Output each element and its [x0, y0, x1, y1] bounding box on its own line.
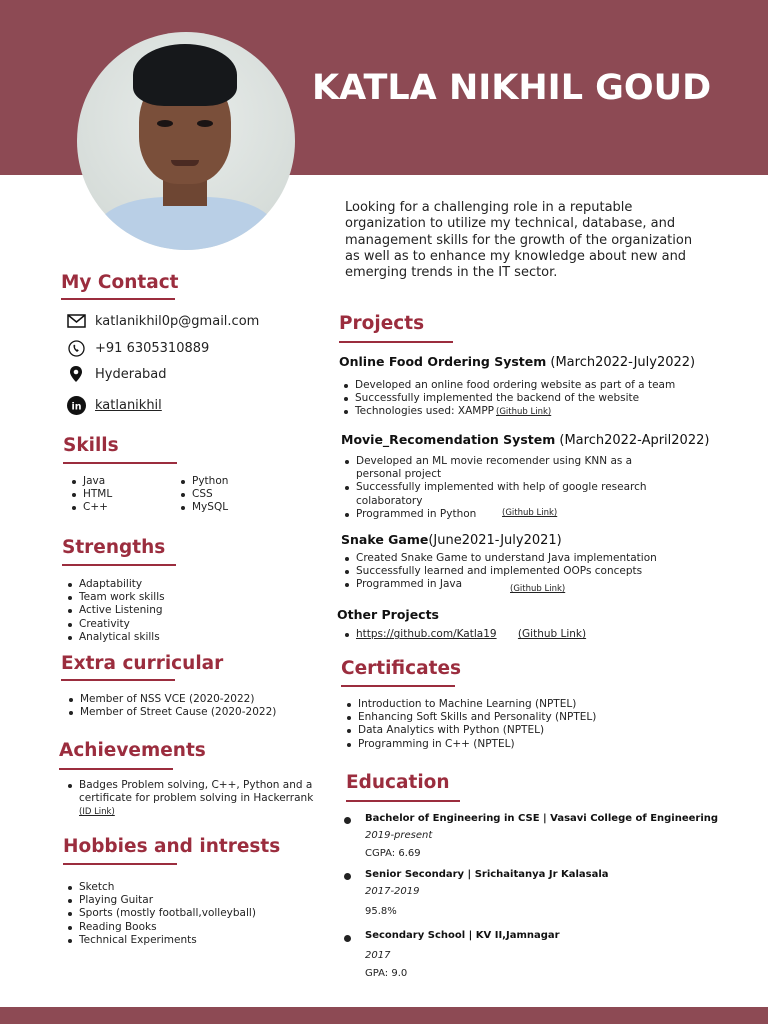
education-bullet [344, 935, 351, 942]
list-item: Technical Experiments [66, 934, 316, 947]
skills-list-1 [70, 475, 170, 515]
list-item: Reading Books [66, 921, 316, 934]
project-1-github-link[interactable]: (Github Link) [496, 407, 552, 417]
contact-email[interactable] [66, 312, 259, 330]
achievements-heading: Achievements [59, 740, 206, 761]
github-profile-link[interactable]: https://github.com/Katla19 [356, 628, 497, 640]
list-item: Member of Street Cause (2020-2022) [67, 706, 317, 719]
list-item: Created Snake Game to understand Java implementation [343, 552, 678, 565]
skills-heading: Skills [63, 435, 119, 456]
list-item: Developed an online food ordering website as part of a team [342, 379, 682, 392]
list-item [343, 628, 643, 641]
list-item: Technologies used: XAMPP [342, 405, 682, 418]
certificates-underline [341, 685, 455, 687]
education-2-grade: 95.8% [365, 906, 397, 917]
education-3-years: 2017 [365, 950, 391, 961]
list-item: Programmed in Python [343, 508, 678, 521]
list-item: Programmed in Java [343, 578, 678, 591]
list-item: Playing Guitar [66, 894, 316, 907]
strengths-list [66, 578, 286, 644]
list-item: Sports (mostly football,volleyball) [66, 907, 316, 920]
education-bullet [344, 873, 351, 880]
list-item: HTML [70, 488, 170, 501]
hobbies-heading: Hobbies and intrests [63, 836, 281, 857]
contact-phone[interactable] [66, 339, 209, 357]
list-item: Member of NSS VCE (2020-2022) [67, 693, 317, 706]
list-item: Creativity [66, 618, 286, 631]
list-item: Python [179, 475, 279, 488]
achievements-underline [59, 768, 173, 770]
education-2-years: 2017-2019 [365, 886, 420, 897]
education-3-title: Secondary School | KV II,Jamnagar [365, 930, 560, 941]
list-item: Successfully implemented with help of google research colaboratory [343, 481, 678, 507]
other-projects-title: Other Projects [337, 607, 439, 622]
phone-icon [66, 339, 86, 357]
project-2-title: Movie_Recomendation System (March2022-April2022) [341, 432, 710, 448]
list-item: Enhancing Soft Skills and Personality (NPTEL) [345, 711, 645, 724]
education-2-title: Senior Secondary | Srichaitanya Jr Kalasala [365, 869, 609, 880]
phone-text: +91 6305310889 [95, 340, 210, 356]
education-1-title: Bachelor of Engineering in CSE | Vasavi College of Engineering [365, 813, 719, 824]
list-item: Developed an ML movie recomender using KNN as a personal project [343, 455, 678, 481]
education-3-grade: GPA: 9.0 [365, 968, 408, 979]
strengths-heading: Strengths [62, 537, 166, 558]
list-item [66, 779, 316, 820]
contact-underline [61, 298, 175, 300]
contact-linkedin[interactable] [66, 396, 162, 414]
list-item: Analytical skills [66, 631, 286, 644]
list-item: Java [70, 475, 170, 488]
project-3-title: Snake Game(June2021-July2021) [341, 532, 562, 548]
list-item: MySQL [179, 501, 279, 514]
location-text: Hyderabad [95, 366, 167, 382]
education-bullet [344, 817, 351, 824]
hobbies-underline [63, 863, 177, 865]
project-2-github-link[interactable]: (Github Link) [502, 508, 558, 518]
list-item: Introduction to Machine Learning (NPTEL) [345, 698, 645, 711]
linkedin-link[interactable]: katlanikhil [95, 397, 162, 413]
extra-list [67, 693, 317, 719]
list-item: Successfully learned and implemented OOPs concepts [343, 565, 678, 578]
extra-heading: Extra curricular [61, 653, 224, 674]
certificates-heading: Certificates [341, 658, 461, 679]
list-item: Adaptability [66, 578, 286, 591]
achievement-text: Badges Problem solving, C++, Python and a certificate for problem solving in Hackerrank [79, 779, 314, 805]
list-item: Data Analytics with Python (NPTEL) [345, 724, 645, 737]
email-text: katlanikhil0p@gmail.com [95, 313, 260, 329]
svg-text:in: in [70, 400, 82, 412]
achievements-list [66, 779, 316, 820]
contact-location [66, 365, 167, 383]
projects-heading: Projects [339, 313, 425, 334]
education-heading: Education [346, 772, 450, 793]
other-projects-list [343, 628, 643, 641]
objective-text: Looking for a challenging role in a reputable organization to utilize my technical, database, and management skills for the growth of the organization as well as to enhance my knowledge about new and emerging trends in the IT sector. [345, 200, 693, 281]
profile-photo [77, 32, 295, 250]
mail-icon [66, 312, 86, 330]
skills-underline [63, 462, 177, 464]
list-item: Successfully implemented the backend of the website [342, 392, 682, 405]
list-item: Team work skills [66, 591, 286, 604]
project-1-title: Online Food Ordering System (March2022-July2022) [339, 354, 696, 370]
extra-underline [61, 679, 175, 681]
linkedin-icon [66, 396, 86, 414]
strengths-underline [62, 564, 176, 566]
certificates-list [345, 698, 645, 751]
footer-band [0, 1007, 768, 1024]
id-link[interactable]: (ID Link) [79, 807, 115, 818]
education-1-years: 2019-present [365, 830, 433, 841]
list-item: C++ [70, 501, 170, 514]
list-item: Programming in C++ (NPTEL) [345, 738, 645, 751]
list-item: Sketch [66, 881, 316, 894]
skills-list-2 [179, 475, 279, 515]
contact-heading: My Contact [61, 272, 179, 293]
project-3-github-link[interactable]: (Github Link) [510, 584, 566, 594]
other-github-link[interactable]: (Github Link) [517, 628, 587, 640]
candidate-name: KATLA NIKHIL GOUD [312, 68, 712, 108]
list-item: Active Listening [66, 604, 286, 617]
list-item: CSS [179, 488, 279, 501]
projects-underline [339, 341, 453, 343]
location-pin-icon [66, 365, 86, 383]
education-1-grade: CGPA: 6.69 [365, 848, 421, 859]
hobbies-list [66, 881, 316, 947]
education-underline [346, 800, 460, 802]
